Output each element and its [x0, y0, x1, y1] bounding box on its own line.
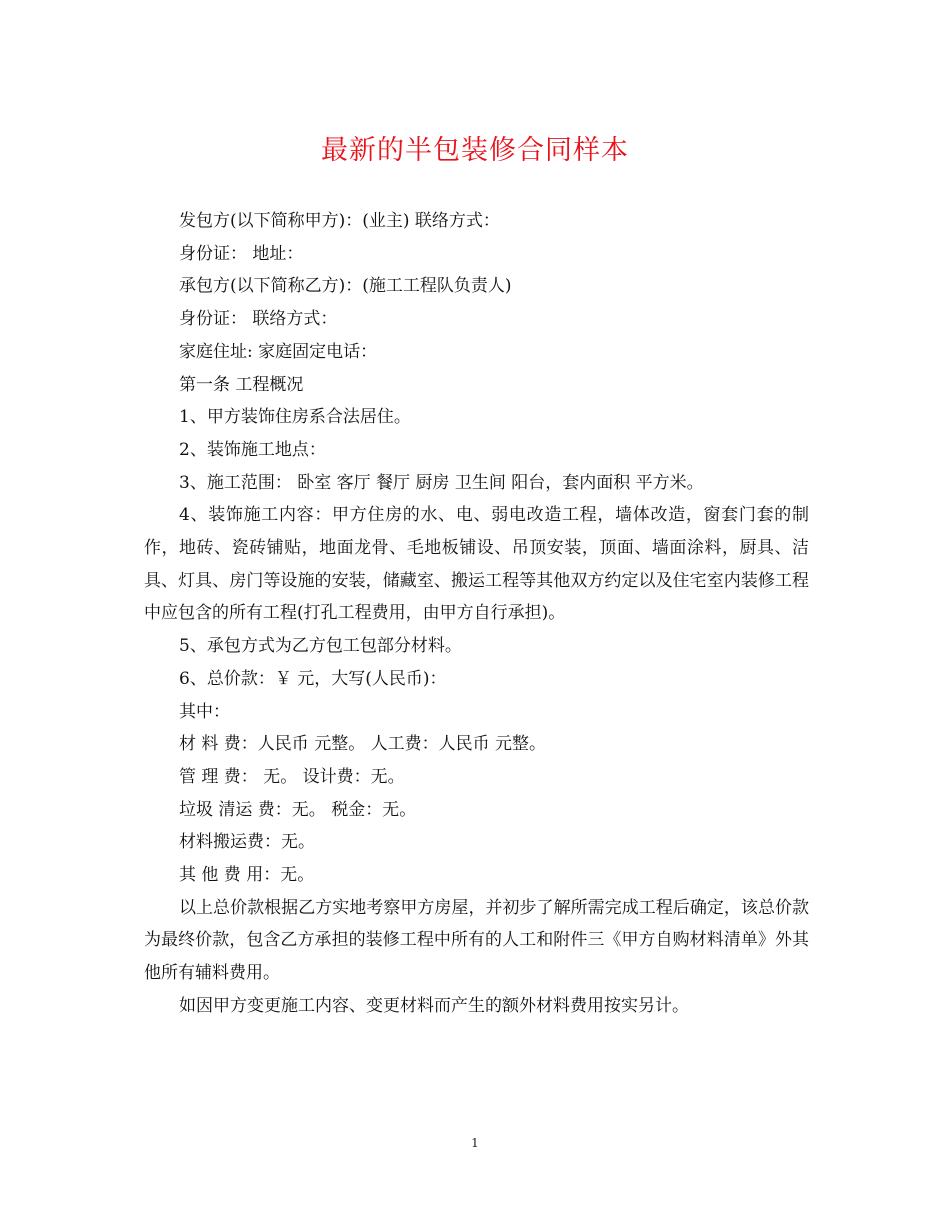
fee-waste-tax: 垃圾 清运 费：无。 税金：无。: [179, 799, 417, 820]
section-heading-overview: 第一条 工程概况: [179, 374, 304, 395]
fee-other: 其 他 费 用：无。: [179, 865, 315, 886]
clause-4: 4、装饰施工内容：甲方住房的水、电、弱电改造工程，墙体改造，窗套门套的制作，地砖、瓷砖铺贴，地面龙骨、毛地板铺设、吊顶安装，顶面、墙面涂料，厨具、洁具、灯具、房门等设施的安装，储藏室、搬运工程等其他双方约定以及住宅室内装修工程中应包含的所有工程(打孔工程费用，由甲方自行承担)。: [144, 505, 809, 624]
paragraph-party-a-id: 身份证： 地址：: [179, 243, 304, 264]
fee-management-design: 管 理 费： 无。 设计费：无。: [179, 766, 405, 787]
clause-3: 3、施工范围： 卧室 客厅 餐厅 厨房 卫生间 阳台，套内面积 平方米。: [179, 472, 704, 493]
document-body: [144, 205, 809, 1023]
clause-5: 5、承包方式为乙方包工包部分材料。: [179, 636, 462, 657]
fee-materials-labor: 材 料 费：人民币 元整。 人工费：人民币 元整。: [179, 734, 547, 755]
clause-1: 1、甲方装饰住房系合法居住。: [179, 407, 411, 428]
page-number: 1: [471, 1136, 479, 1150]
fee-material-transport: 材料搬运费：无。: [179, 832, 315, 853]
paragraph-breakdown-heading: 其中：: [179, 701, 230, 722]
clause-2: 2、装饰施工地点：: [179, 439, 326, 460]
clause-6: 6、总价款：￥ 元，大写(人民币)：: [179, 668, 447, 689]
paragraph-party-a: 发包方(以下简称甲方)：(业主) 联络方式：: [179, 211, 500, 231]
paragraph-party-b: 承包方(以下简称乙方)：(施工工程队负责人): [179, 276, 512, 297]
paragraph-party-b-id: 身份证： 联络方式：: [179, 309, 338, 330]
document-title: 最新的半包装修合同样本: [321, 135, 629, 166]
paragraph-change-note: 如因甲方变更施工内容、变更材料而产生的额外材料费用按实另计。: [179, 995, 689, 1016]
paragraph-home-address: 家庭住址: 家庭固定电话：: [179, 341, 378, 362]
paragraph-total-price-note: 以上总价款根据乙方实地考察甲方房屋，并初步了解所需完成工程后确定，该总价款为最终价款，包含乙方承担的装修工程中所有的人工和附件三《甲方自购材料清单》外其他所有辅料费用。: [144, 897, 809, 984]
